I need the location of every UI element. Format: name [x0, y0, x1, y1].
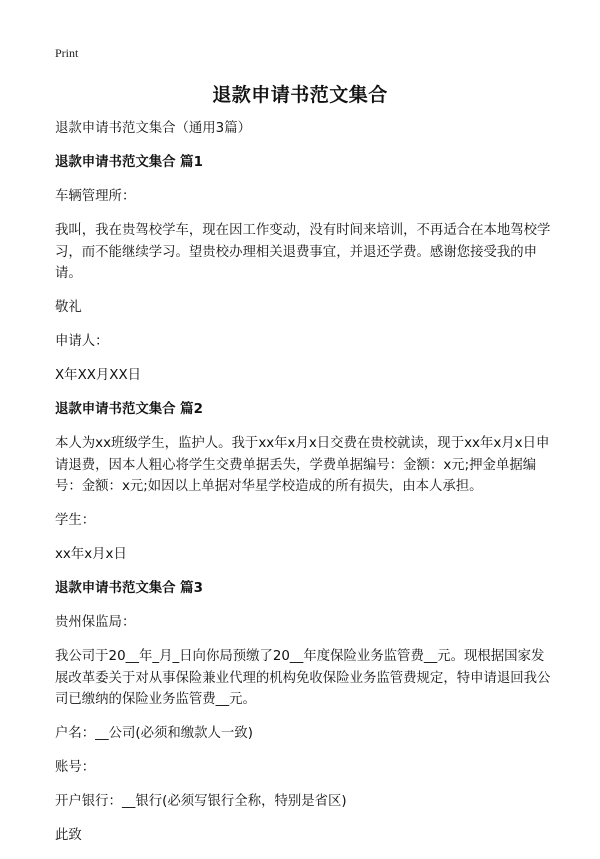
document-subtitle: 退款申请书范文集合（通用3篇） [55, 121, 251, 136]
body-paragraph: 本人为xx班级学生，监护人。我于xx年x月x日交费在贵校就读，现于xx年x月x日申请退费，因本人粗心将学生交费单据丢失，学费单据编号：金额：x元;押金单据编号：金额：x元;如因以上单据对华星学校造成的所有损失，由本人承担。 [55, 436, 550, 494]
closing: 敬礼 [55, 300, 82, 315]
body-paragraph: 我叫，我在贵驾校学车，现在因工作变动，没有时间来培训，不再适合在本地驾校学习，而不能继续学习。望贵校办理相关退费事宜，并退还学费。感谢您接受我的申请。 [55, 223, 551, 281]
bank-line: 开户银行：__银行(必须写银行全称，特别是省区) [55, 794, 347, 809]
section-heading: 退款申请书范文集合 篇2 [55, 402, 203, 417]
date-line: X年XX月XX日 [55, 368, 142, 383]
document-body [55, 118, 555, 859]
body-paragraph: 我公司于20__年_月_日向你局预缴了20__年度保险业务监管费__元。现根据国家发展改革委关于对从事保险兼业代理的机构免收保险业务监管费规定，特申请退回我公司已缴纳的保险业务监管费__元。 [55, 649, 551, 707]
account-name-line: 户名：__公司(必须和缴款人一致) [55, 726, 253, 741]
closing: 此致 [55, 828, 82, 843]
salutation: 车辆管理所： [55, 189, 136, 204]
print-label: Print [55, 46, 79, 60]
student-label: 学生： [55, 513, 96, 528]
section-heading: 退款申请书范文集合 篇3 [55, 581, 203, 596]
date-line: xx年x月x日 [55, 547, 127, 562]
document-title: 退款申请书范文集合 [212, 84, 388, 106]
account-number-line: 账号： [55, 760, 96, 775]
applicant-label: 申请人： [55, 334, 109, 349]
section-heading: 退款申请书范文集合 篇1 [55, 155, 203, 170]
salutation: 贵州保监局： [55, 615, 136, 630]
